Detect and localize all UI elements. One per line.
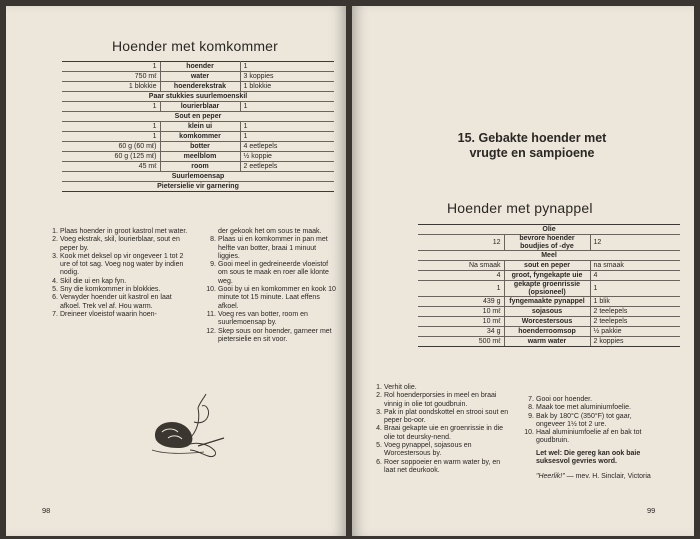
ingredient-qty: 4 [418,271,504,281]
step-text: Braai gekapte uie en groenrissie in die olie tot deursky-nend. [384,425,504,441]
ingredient-row [418,271,680,281]
method-step [524,396,660,404]
ingredient-name: gekapte groenrissie (opsioneel) [504,281,590,297]
ingredient-row [418,307,680,317]
method-step [206,261,336,286]
testimonial-quote: "Heerlik!" [536,473,565,480]
method-steps-col2 [524,396,660,446]
ingredient-qty: 439 g [418,297,504,307]
ingredient-full: Olie [418,225,680,235]
chapter-heading [412,131,652,161]
ingredient-amount: 2 teelepels [590,317,680,327]
ingredient-row [418,281,680,297]
page-number: 99 [647,506,656,515]
method-step [48,294,194,311]
method-steps-col2 [206,228,336,344]
step-text: Sny die komkommer in blokkies. [60,286,161,294]
ingredient-qty: 45 mℓ [62,162,160,172]
chapter-heading-line2: vrugte en sampioene [469,146,595,160]
ingredient-amount: 1 [240,132,334,142]
method-step [524,404,660,412]
method-step [206,328,336,345]
step-number: 4. [52,277,58,285]
ingredient-row [62,162,334,172]
method-step [48,311,194,319]
method-step [524,429,660,446]
ingredient-name: sout en peper [504,261,590,271]
ingredient-name: botter [160,142,240,152]
ingredient-qty: 1 [62,132,160,142]
method-step [206,228,336,236]
step-text: Dreineer vloeistof waarin hoen- [60,310,157,318]
step-number: 8. [210,236,216,244]
ingredient-qty: 10 mℓ [418,307,504,317]
ingredient-name: meelblom [160,152,240,162]
ingredient-name: fyngemaakte pynappel [504,297,590,307]
ingredient-full: Paar stukkies suurlemoenskil [62,92,334,102]
freezing-note: Let wel: Die gereg kan ook baie suksesvol gevries word. [536,450,641,466]
method-steps-col1 [372,384,512,475]
step-text: Maak toe met aluminiumfoelie. [536,404,631,412]
chapter-heading-line1: 15. Gebakte hoender met [457,131,607,145]
step-number: 2. [376,392,382,400]
recipe-note [536,450,666,467]
ingredient-amount: 2 teelepels [590,307,680,317]
step-text: Gooi oor hoender. [536,396,593,403]
ingredient-qty: 10 mℓ [418,317,504,327]
step-number: 11. [206,310,216,318]
ingredient-row [62,62,334,72]
step-number: 10. [206,286,216,294]
method-step [372,392,512,409]
step-text: Plaas hoender in groot kastrol met water. [60,228,188,235]
method-step [372,425,512,442]
method-step [48,286,194,294]
ingredient-row [418,327,680,337]
ingredient-qty: 34 g [418,327,504,337]
ingredient-row [62,182,334,192]
ingredient-amount: 12 [590,235,680,251]
ingredient-amount: 3 koppies [240,72,334,82]
ingredient-full: Sout en peper [62,112,334,122]
step-text: Kook met deksel op vir ongeveer 1 tot 2 ure of tot sag. Voeg nog water by indien nodig. [60,252,184,277]
step-number: 7. [52,310,58,318]
ingredient-name: hoender [160,62,240,72]
method-step [48,236,194,253]
ingredient-qty: 12 [418,235,504,251]
step-number: 10. [524,429,534,437]
ingredient-amount: ½ koppie [240,152,334,162]
ingredient-qty: 1 blokkie [62,82,160,92]
method-step [372,384,512,392]
step-text: Gooi meel in gedreineerde vloeistof om sous te maak en roer alle klonte weg. [218,261,329,285]
step-text: Voeg ekstrak, skil, lourierblaar, sout en peper by. [60,236,180,252]
step-text: der gekook het om sous te maak. [218,228,322,235]
method-step [524,413,660,430]
ingredient-name: komkommer [160,132,240,142]
step-text: Plaas ui en komkommer in pan met helfte van botter, braai 1 minuut liggies. [218,236,328,260]
ingredient-qty: 500 mℓ [418,337,504,347]
step-number: 2. [52,236,58,244]
ingredient-row [62,112,334,122]
ingredient-qty: 1 [62,102,160,112]
ingredient-amount: 1 blokkie [240,82,334,92]
step-number: 6. [376,458,382,466]
step-number: 4. [376,425,382,433]
method-step [372,442,512,459]
ingredient-full: Meel [418,251,680,261]
ingredient-amount: 1 [240,102,334,112]
ingredient-full: Pietersielie vir garnering [62,182,334,192]
step-text: Roer soppoeier en warm water by, en laat net deurkook. [384,458,501,474]
step-text: Gooi by ui en komkommer en kook 10 minute tot 15 minute. Laat effens afkoel. [218,286,336,310]
step-number: 12. [206,327,216,335]
ingredient-name: warm water [504,337,590,347]
ingredient-row [62,172,334,182]
ingredient-row [418,251,680,261]
hands-cutting-illustration [148,388,228,466]
method-step [48,278,194,286]
ingredient-qty: Na smaak [418,261,504,271]
step-text: Skep sous oor hoender, garneer met pietersielie en sit voor. [218,327,332,343]
ingredient-name: lourierblaar [160,102,240,112]
step-number: 9. [528,412,534,420]
ingredient-row [62,92,334,102]
ingredient-amount: 2 koppies [590,337,680,347]
ingredient-row [418,261,680,271]
ingredient-qty: 60 g (60 mℓ) [62,142,160,152]
method-step [48,253,194,278]
ingredient-amount: 2 eetlepels [240,162,334,172]
ingredient-row [62,72,334,82]
ingredient-amount: ½ pakkie [590,327,680,337]
right-page [352,6,694,536]
step-text: Verhit olie. [384,384,417,391]
ingredient-qty: 1 [62,62,160,72]
ingredient-full: Suurlemoensap [62,172,334,182]
ingredient-amount: na smaak [590,261,680,271]
ingredient-qty: 750 mℓ [62,72,160,82]
ingredient-name: klein ui [160,122,240,132]
ingredient-amount: 1 [240,122,334,132]
step-number: 9. [210,261,216,269]
ingredient-qty: 1 [62,122,160,132]
step-text: Pak in plat oondskottel en strooi sout en peper bo-oor. [384,408,509,425]
testimonial [536,473,666,481]
method-step [206,286,336,311]
step-text: Bak by 180°C (350°F) tot gaar, ongeveer 1½ tot 2 ure. [536,412,632,428]
ingredient-name: hoenderroomsop [504,327,590,337]
method-step [206,311,336,328]
step-number: 8. [528,404,534,412]
ingredient-row [62,122,334,132]
step-text: Haal aluminiumfoelie af en bak tot goudbruin. [536,429,642,445]
step-number: 3. [376,408,382,416]
ingredient-row [418,225,680,235]
step-text: Voeg pynappel, sojasous en Worcestersous by. [384,442,472,458]
ingredient-amount: 4 eetlepels [240,142,334,152]
recipe-title: Hoender met pynappel [447,200,593,216]
method-steps-col1 [48,228,194,319]
page-number: 98 [42,506,51,515]
step-text: Voeg res van botter, room en suurlemoensap by. [218,310,308,327]
ingredient-name: room [160,162,240,172]
step-number: 5. [52,286,58,294]
ingredient-name: hoenderekstrak [160,82,240,92]
ingredient-name: bevrore hoender boudjies of -dye [504,235,590,251]
ingredient-qty: 60 g (125 mℓ) [62,152,160,162]
method-step [372,459,512,476]
ingredient-row [62,132,334,142]
method-step [372,409,512,426]
step-number: 1. [52,228,58,235]
ingredient-qty: 1 [418,281,504,297]
ingredient-row [418,337,680,347]
ingredients-table [418,224,680,347]
ingredient-row [418,297,680,307]
ingredient-row [418,317,680,327]
ingredient-row [62,152,334,162]
ingredient-row [62,142,334,152]
ingredient-name: water [160,72,240,82]
step-text: Verwyder hoender uit kastrol en laat afkoel. Trek vel af. Hou warm. [60,294,172,310]
method-step [206,236,336,261]
ingredient-amount: 1 [240,62,334,72]
ingredient-name: groot, fyngekapte uie [504,271,590,281]
step-text: Skil die ui en kap fyn. [60,277,127,285]
step-number: 6. [52,294,58,302]
ingredients-table [62,61,334,192]
ingredient-amount: 1 [590,281,680,297]
step-number: 7. [528,396,534,403]
recipe-title: Hoender met komkommer [112,38,279,54]
ingredient-amount: 1 blik [590,297,680,307]
step-number: 5. [376,442,382,450]
step-text: Rol hoenderporsies in meel en braai vinnig in olie tot goudbruin. [384,392,497,408]
ingredient-row [418,235,680,251]
left-page [6,6,346,536]
testimonial-attribution: — mev. H. Sinclair, Victoria [566,473,651,480]
ingredient-row [62,82,334,92]
step-number: 3. [52,252,58,260]
ingredient-name: sojasous [504,307,590,317]
ingredient-amount: 4 [590,271,680,281]
step-number: 1. [376,384,382,391]
ingredient-row [62,102,334,112]
method-step [48,228,194,236]
ingredient-name: Worcestersous [504,317,590,327]
